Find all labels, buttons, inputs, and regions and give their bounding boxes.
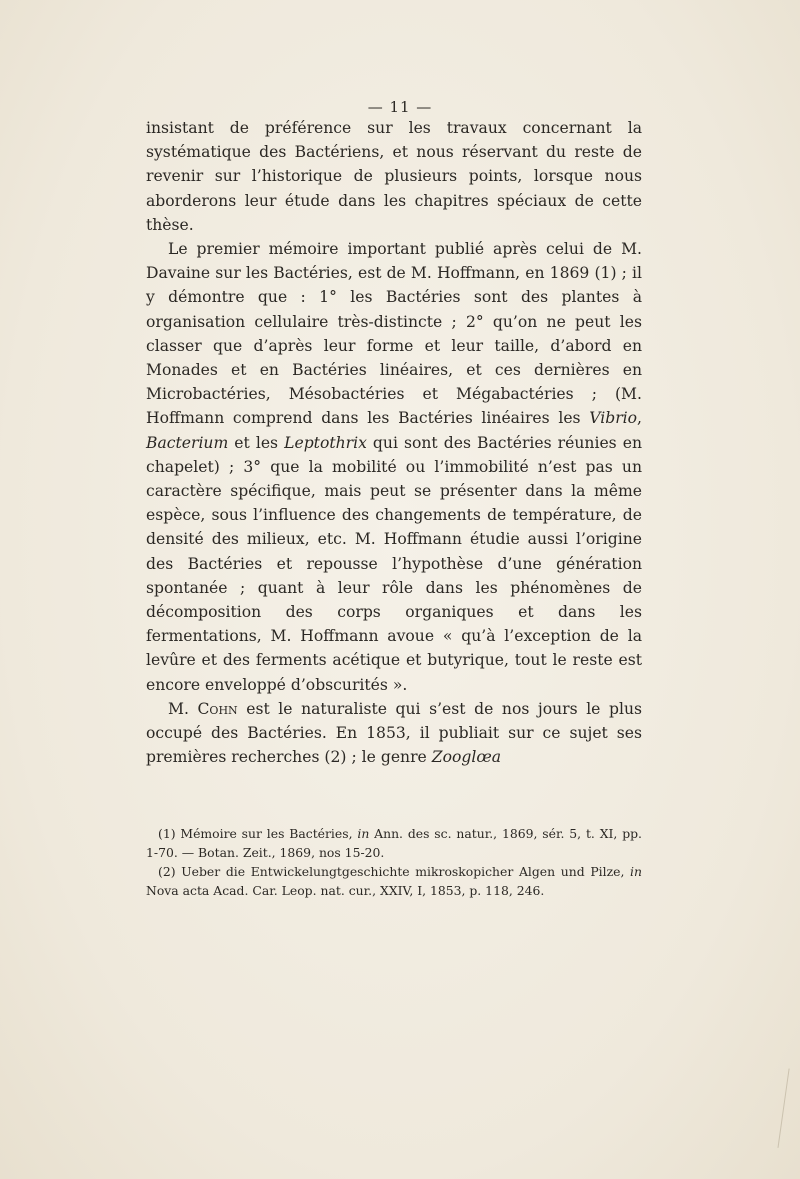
- footnote: [146, 824, 642, 862]
- small-caps-name: Cohn: [197, 699, 238, 718]
- body-text: [146, 116, 642, 769]
- text-run: (2) Ueber die Entwickelungtgeschichte mikroskopicher Algen und Pilze,: [158, 864, 631, 879]
- text-run: ,: [637, 409, 642, 428]
- text-run: M.: [168, 699, 198, 718]
- text-run: insistant de préférence sur les travaux concernant la systématique des Bactériens, et nous réservant du reste de revenir sur l’historique de plusieurs points, lorsque nous aborderons leur étude dans les chapitres spéciaux de cette thèse.: [146, 119, 642, 234]
- paragraph: [146, 116, 642, 237]
- paragraph: [146, 237, 642, 697]
- italic-term: in: [357, 826, 370, 841]
- italic-term: Bacterium: [146, 433, 229, 452]
- italic-term: Leptothrix: [284, 433, 367, 452]
- paragraph: [146, 697, 642, 770]
- italic-term: in: [630, 864, 642, 879]
- page-number: — 11 —: [367, 98, 433, 116]
- footnotes: [146, 824, 642, 900]
- page-edge-mark: [777, 1068, 800, 1149]
- text-run: est le naturaliste qui s’est de nos jours le plus occupé des Bactéries. En 1853, il publiait sur ce sujet ses premières recherches (2) ; le genre: [146, 699, 642, 767]
- text-run: qui sont des Bactéries réunies en chapelet) ; 3° que la mobilité ou l’immobilité n’est pas un caractère spécifique, mais peut se présenter dans la même espèce, sous l’influence des changements de température, de densité des milieux, etc. M. Hoffmann étudie aussi l’origine des Bactéries et repousse l’hypothèse d’une génération spontanée ; quant à leur rôle dans les phénomènes de décomposition des corps organiques et dans les fermentations, M. Hoffmann avoue « qu’à l’exception de la levûre et des ferments acétique et butyrique, tout le reste est encore enveloppé d’obscurités ».: [146, 433, 642, 694]
- text-run: (1) Mémoire sur les Bactéries,: [158, 826, 358, 841]
- footnote: [146, 862, 642, 900]
- text-run: Le premier mémoire important publié après celui de M. Davaine sur les Bactéries, est de M. Hoffmann, en 1869 (1) ; il y démontre que : 1° les Bactéries sont des plantes à organisation cellulaire très-distincte ; 2° qu’on ne peut les classer que d’après leur forme et leur taille, d’abord en Monades et en Bactéries linéaires, et ces dernières en Microbactéries, Mésobactéries et Mégabactéries ; (M. Hoffmann comprend dans les Bactéries linéaires les: [146, 240, 642, 428]
- italic-term: Zooglœa: [431, 748, 502, 767]
- text-run: Ann. des sc. natur., 1869, sér. 5, t. XI, pp. 1-70. — Botan. Zeit., 1869, nos 15-20.: [146, 826, 642, 860]
- italic-term: Vibrio: [589, 409, 638, 428]
- text-run: Nova acta Acad. Car. Leop. nat. cur., XXIV, I, 1853, p. 118, 246.: [146, 883, 545, 898]
- text-run: et les: [228, 433, 285, 452]
